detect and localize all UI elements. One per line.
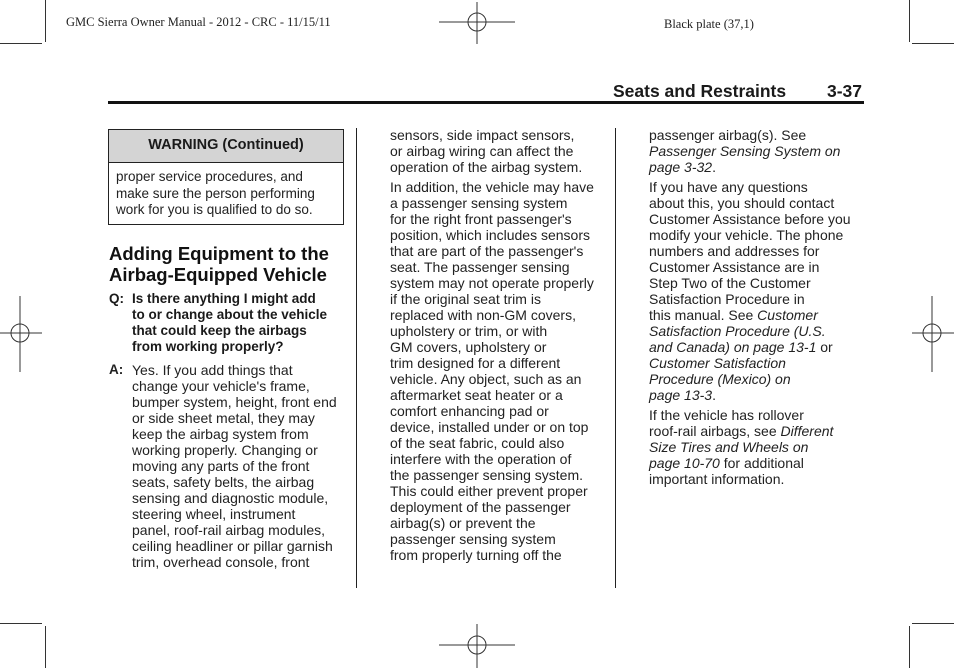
answer-line: change your vehicle's frame, <box>132 378 310 394</box>
cross-reference-link[interactable]: page 13-3 <box>649 387 713 403</box>
text-line: device, installed under or on top <box>390 419 589 435</box>
text-line <box>649 439 833 455</box>
crop-mark <box>912 43 954 44</box>
text-run: roof-rail airbags, see <box>649 423 781 439</box>
text-line: if the original seat trim is <box>390 291 541 307</box>
answer-line: seats, safety belts, the airbag <box>132 474 315 490</box>
text-line: about this, you should contact <box>649 195 835 211</box>
text-line: airbag(s) or prevent the <box>390 515 536 531</box>
text-line <box>649 387 851 403</box>
column-divider <box>615 128 616 588</box>
text-line <box>649 323 851 339</box>
answer-line: panel, roof-rail airbag modules, <box>132 522 325 538</box>
section-heading-line: Airbag-Equipped Vehicle <box>109 264 327 285</box>
text-line: deployment of the passenger <box>390 499 571 515</box>
column3-paragraph-1 <box>649 127 840 175</box>
column2-paragraph-1 <box>390 127 582 175</box>
crop-mark <box>0 623 42 624</box>
text-line <box>649 159 840 175</box>
text-line: seat. The passenger sensing <box>390 259 570 275</box>
text-line: vehicle. Any object, such as an <box>390 371 582 387</box>
text-line: trim designed for a different <box>390 355 561 371</box>
text-line: a passenger sensing system <box>390 195 568 211</box>
text-line: replaced with non-GM covers, <box>390 307 576 323</box>
punctuation: . <box>712 387 716 403</box>
registration-mark-right <box>912 296 954 372</box>
registration-mark-left <box>0 296 42 372</box>
text-line: In addition, the vehicle may have <box>390 179 594 195</box>
text-line <box>649 143 840 159</box>
slug-right: Black plate (37,1) <box>664 17 754 31</box>
crop-mark <box>909 626 910 668</box>
slug-left: GMC Sierra Owner Manual - 2012 - CRC - 11/15/11 <box>66 15 331 29</box>
crop-mark <box>912 623 954 624</box>
text-run: or <box>816 339 833 355</box>
text-line <box>649 339 851 355</box>
text-line <box>649 423 833 439</box>
answer-line: bumper system, height, front end <box>132 394 337 410</box>
text-line: passenger airbag(s). See <box>649 127 807 143</box>
text-line: passenger sensing system <box>390 531 556 547</box>
answer-line: steering wheel, instrument <box>132 506 296 522</box>
answer-label: A: <box>109 362 124 377</box>
column3-paragraph-3 <box>649 407 833 487</box>
question-line: that could keep the airbags <box>132 323 307 338</box>
text-line: modify your vehicle. The phone <box>649 227 844 243</box>
text-line: the passenger sensing system. <box>390 467 583 483</box>
crop-mark <box>45 0 46 42</box>
text-line: of the seat fabric, could also <box>390 435 565 451</box>
warning-box <box>108 129 344 225</box>
crop-mark <box>45 626 46 668</box>
header-rule <box>108 101 864 104</box>
page-number: 3-37 <box>827 81 863 101</box>
text-line: that are part of the passenger's <box>390 243 584 259</box>
text-line: comfort enhancing pad or <box>390 403 549 419</box>
answer-block <box>109 362 353 570</box>
crop-mark <box>0 43 42 44</box>
text-line <box>649 355 851 371</box>
cross-reference-link[interactable]: Passenger Sensing System on <box>649 143 841 159</box>
text-line <box>649 455 833 471</box>
cross-reference-link[interactable]: Customer Satisfaction <box>649 355 786 371</box>
answer-line: Yes. If you add things that <box>132 362 293 378</box>
punctuation: . <box>712 159 716 175</box>
text-line: operation of the airbag system. <box>390 159 583 175</box>
registration-mark-bottom <box>439 624 515 668</box>
answer-line: working properly. Changing or <box>132 442 318 458</box>
text-line: This could either prevent proper <box>390 483 588 499</box>
text-line: system may not operate properly <box>390 275 594 291</box>
cross-reference-link[interactable]: and Canada) on page 13-1 <box>649 339 817 355</box>
text-line: GM covers, upholstery or <box>390 339 547 355</box>
text-line: numbers and addresses for <box>649 243 820 259</box>
section-heading-line: Adding Equipment to the <box>109 243 329 264</box>
answer-line: ceiling headliner or pillar garnish <box>132 538 333 554</box>
text-line: from properly turning off the <box>390 547 562 563</box>
cross-reference-link[interactable]: Different <box>780 423 834 439</box>
text-line: or airbag wiring can affect the <box>390 143 574 159</box>
text-line: interfere with the operation of <box>390 451 572 467</box>
warning-text <box>109 163 343 219</box>
cross-reference-link[interactable]: Procedure (Mexico) on <box>649 371 791 387</box>
column2-paragraph-2 <box>390 179 594 563</box>
text-line <box>649 307 851 323</box>
warning-line: work for you is qualified to do so. <box>116 202 313 217</box>
answer-line: keep the airbag system from <box>132 426 309 442</box>
text-line: position, which includes sensors <box>390 227 590 243</box>
text-line <box>649 371 851 387</box>
cross-reference-link[interactable]: page 10-70 <box>649 455 720 471</box>
question-label: Q: <box>109 291 124 306</box>
text-run: this manual. See <box>649 307 758 323</box>
column-divider <box>356 128 357 588</box>
text-run: for additional <box>719 455 804 471</box>
warning-line: proper service procedures, and <box>116 169 303 184</box>
text-line: If the vehicle has rollover <box>649 407 804 423</box>
text-line: for the right front passenger's <box>390 211 572 227</box>
cross-reference-link[interactable]: Customer <box>757 307 818 323</box>
text-line: aftermarket seat heater or a <box>390 387 563 403</box>
text-line: Satisfaction Procedure in <box>649 291 805 307</box>
answer-line: trim, overhead console, front <box>132 554 310 570</box>
text-line: Step Two of the Customer <box>649 275 811 291</box>
cross-reference-link[interactable]: Satisfaction Procedure (U.S. <box>649 323 826 339</box>
cross-reference-link[interactable]: page 3-32 <box>649 159 713 175</box>
section-title: Seats and Restraints <box>613 81 787 101</box>
warning-heading: WARNING (Continued) <box>109 130 343 163</box>
text-line: sensors, side impact sensors, <box>390 127 575 143</box>
text-line: Customer Assistance before you <box>649 211 851 227</box>
question-block <box>109 291 349 355</box>
question-line: to or change about the vehicle <box>132 307 328 322</box>
text-line: upholstery or trim, or with <box>390 323 548 339</box>
registration-mark-top <box>439 2 515 44</box>
text-line: Customer Assistance are in <box>649 259 820 275</box>
text-line: If you have any questions <box>649 179 808 195</box>
answer-line: sensing and diagnostic module, <box>132 490 329 506</box>
section-heading <box>109 243 349 285</box>
cross-reference-link[interactable]: Size Tires and Wheels on <box>649 439 809 455</box>
question-line: from working properly? <box>132 339 284 354</box>
question-line: Is there anything I might add <box>132 291 316 306</box>
column3-paragraph-2 <box>649 179 851 403</box>
answer-line: moving any parts of the front <box>132 458 310 474</box>
crop-mark <box>909 0 910 42</box>
answer-line: or side sheet metal, they may <box>132 410 315 426</box>
warning-line: make sure the person performing <box>116 185 315 201</box>
answer-text <box>132 362 337 570</box>
question-text <box>132 291 327 355</box>
text-line: important information. <box>649 471 785 487</box>
